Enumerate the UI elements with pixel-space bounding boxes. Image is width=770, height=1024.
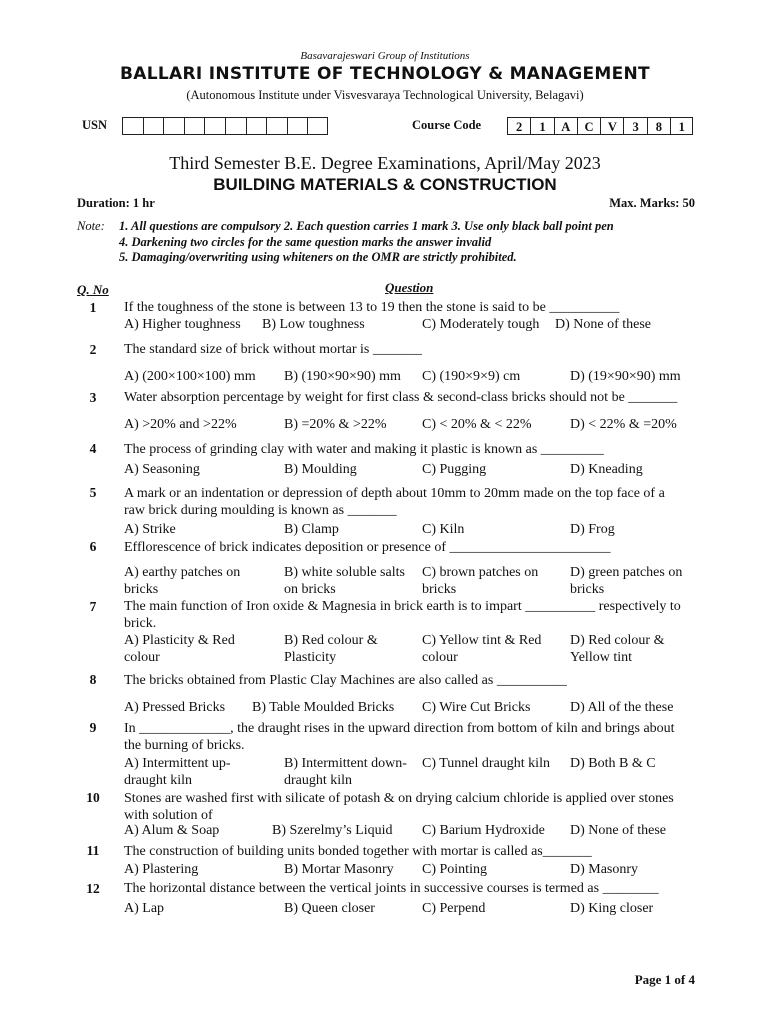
question-text: Water absorption percentage by weight for first class & second-class bricks should not be _______ bbox=[124, 390, 678, 405]
question-text: A mark or an indentation or depression of depth about 10mm to 20mm made on the top face of a raw brick during moulding is known as _______ bbox=[124, 486, 665, 518]
usn-box bbox=[184, 117, 205, 135]
usn-label: USN bbox=[82, 118, 108, 132]
course-code-char: 1 bbox=[670, 117, 693, 135]
exam-title: Third Semester B.E. Degree Examinations, April/May 2023 bbox=[169, 153, 601, 173]
option-c: C) < 20% & < 22% bbox=[422, 417, 532, 432]
course-code-boxes bbox=[507, 117, 693, 135]
option-b: B) Intermittent down- draught kiln bbox=[284, 756, 407, 788]
option-c: C) Wire Cut Bricks bbox=[422, 700, 531, 715]
usn-box bbox=[163, 117, 184, 135]
option-c: C) Perpend bbox=[422, 901, 486, 916]
question-number: 12 bbox=[86, 881, 100, 896]
usn-box bbox=[287, 117, 308, 135]
question-text: If the toughness of the stone is between 13 to 19 then the stone is said to be __________ bbox=[124, 300, 620, 315]
option-a: A) Alum & Soap bbox=[124, 823, 220, 838]
option-d: D) < 22% & =20% bbox=[570, 417, 677, 432]
option-b: B) white soluble salts on bricks bbox=[284, 565, 405, 597]
question-number: 4 bbox=[89, 441, 97, 456]
course-code-char: 3 bbox=[623, 117, 646, 135]
affiliation-text: (Autonomous Institute under Visvesvaraya Technological University, Belagavi) bbox=[186, 88, 584, 102]
max-marks: Max. Marks: 50 bbox=[609, 196, 695, 210]
group-name: Basavarajeswari Group of Institutions bbox=[300, 50, 470, 62]
option-c: C) Moderately tough bbox=[422, 317, 540, 332]
course-code-char: 2 bbox=[507, 117, 530, 135]
option-a: A) earthy patches on bricks bbox=[124, 565, 241, 597]
option-a: A) Pressed Bricks bbox=[124, 700, 226, 715]
question-text: The horizontal distance between the vertical joints in successive courses is termed as ________ bbox=[124, 881, 659, 896]
option-c: C) Pugging bbox=[422, 462, 487, 477]
usn-box bbox=[122, 117, 143, 135]
course-code-char: 8 bbox=[647, 117, 670, 135]
option-b: B) Mortar Masonry bbox=[284, 862, 394, 877]
usn-box bbox=[246, 117, 267, 135]
option-a: A) Intermittent up- draught kiln bbox=[124, 756, 231, 788]
option-b: B) (190×90×90) mm bbox=[284, 369, 401, 384]
page-number: Page 1 of 4 bbox=[634, 972, 695, 987]
option-a: A) Strike bbox=[124, 522, 176, 537]
option-a: A) Plasticity & Red colour bbox=[124, 633, 235, 665]
question-text: The main function of Iron oxide & Magnesia in brick earth is to impart __________ respectively to brick. bbox=[124, 599, 681, 631]
question-number: 8 bbox=[89, 672, 97, 687]
option-d: D) Frog bbox=[570, 522, 615, 537]
option-d: D) (19×90×90) mm bbox=[570, 369, 681, 384]
option-d: D) Masonry bbox=[570, 862, 639, 877]
option-a: A) Plastering bbox=[124, 862, 199, 877]
question-text: Efflorescence of brick indicates deposition or presence of _______________________ bbox=[124, 540, 611, 555]
course-code-label: Course Code bbox=[412, 118, 482, 132]
course-code-char: 1 bbox=[530, 117, 553, 135]
option-c: C) brown patches on bricks bbox=[422, 565, 539, 597]
option-a: A) >20% and >22% bbox=[124, 417, 237, 432]
option-d: D) King closer bbox=[570, 901, 654, 916]
question-number: 10 bbox=[86, 790, 100, 805]
option-b: B) Queen closer bbox=[284, 901, 375, 916]
question-number: 3 bbox=[89, 390, 97, 405]
institute-name: BALLARI INSTITUTE OF TECHNOLOGY & MANAGEMENT bbox=[120, 64, 650, 84]
qno-header: Q. No bbox=[77, 282, 109, 297]
option-d: D) Red colour & Yellow tint bbox=[570, 633, 665, 665]
option-d: D) Both B & C bbox=[570, 756, 656, 771]
usn-box bbox=[307, 117, 328, 135]
option-d: D) All of the these bbox=[570, 700, 674, 715]
option-b: B) Red colour & Plasticity bbox=[284, 633, 378, 665]
option-a: A) Seasoning bbox=[124, 462, 200, 477]
usn-box bbox=[204, 117, 225, 135]
subject-title: BUILDING MATERIALS & CONSTRUCTION bbox=[213, 175, 557, 194]
option-d: D) None of these bbox=[570, 823, 667, 838]
option-a: A) Lap bbox=[124, 901, 165, 916]
question-number: 9 bbox=[89, 720, 97, 735]
usn-box bbox=[266, 117, 287, 135]
option-d: D) Kneading bbox=[570, 462, 643, 477]
question-header: Question bbox=[385, 280, 434, 295]
option-c: C) (190×9×9) cm bbox=[422, 369, 521, 384]
usn-box bbox=[225, 117, 246, 135]
question-text: The standard size of brick without mortar is _______ bbox=[124, 342, 422, 357]
option-b: B) Low toughness bbox=[262, 317, 365, 332]
option-a: A) Higher toughness bbox=[124, 317, 241, 332]
note-line: 5. Damaging/overwriting using whiteners on the OMR are strictly prohibited. bbox=[119, 250, 517, 264]
question-text: The construction of building units bonded together with mortar is called as_______ bbox=[124, 844, 592, 859]
usn-box bbox=[143, 117, 164, 135]
option-b: B) Clamp bbox=[284, 522, 339, 537]
option-a: A) (200×100×100) mm bbox=[124, 369, 256, 384]
option-b: B) Moulding bbox=[284, 462, 357, 477]
note-line: 1. All questions are compulsory 2. Each question carries 1 mark 3. Use only black ball point pen bbox=[119, 219, 614, 233]
question-number: 7 bbox=[89, 599, 97, 614]
question-number: 5 bbox=[89, 485, 97, 500]
question-number: 1 bbox=[89, 300, 97, 315]
option-d: D) None of these bbox=[555, 317, 652, 332]
option-b: B) Szerelmy’s Liquid bbox=[272, 823, 393, 838]
option-c: C) Yellow tint & Red colour bbox=[422, 633, 542, 665]
question-text: Stones are washed first with silicate of potash & on drying calcium chloride is applied over stones with solution of bbox=[124, 791, 674, 823]
duration: Duration: 1 hr bbox=[77, 196, 155, 210]
question-number: 2 bbox=[89, 342, 97, 357]
question-number: 11 bbox=[86, 843, 100, 858]
option-b: B) Table Moulded Bricks bbox=[252, 700, 395, 715]
option-c: C) Tunnel draught kiln bbox=[422, 756, 550, 771]
course-code-char: C bbox=[577, 117, 600, 135]
question-text: The process of grinding clay with water and making it plastic is known as _________ bbox=[124, 442, 604, 457]
course-code-char: V bbox=[600, 117, 623, 135]
usn-boxes bbox=[122, 117, 328, 135]
question-text: The bricks obtained from Plastic Clay Machines are also called as __________ bbox=[124, 673, 567, 688]
note-label: Note: bbox=[77, 219, 105, 233]
option-d: D) green patches on bricks bbox=[570, 565, 683, 597]
question-text: In _____________, the draught rises in the upward direction from bottom of kiln and brings about the burning of bricks. bbox=[124, 721, 675, 753]
course-code-char: A bbox=[554, 117, 577, 135]
note-line: 4. Darkening two circles for the same question marks the answer invalid bbox=[119, 235, 492, 249]
option-b: B) =20% & >22% bbox=[284, 417, 387, 432]
option-c: C) Kiln bbox=[422, 522, 465, 537]
option-c: C) Barium Hydroxide bbox=[422, 823, 545, 838]
question-number: 6 bbox=[89, 539, 97, 554]
option-c: C) Pointing bbox=[422, 862, 487, 877]
